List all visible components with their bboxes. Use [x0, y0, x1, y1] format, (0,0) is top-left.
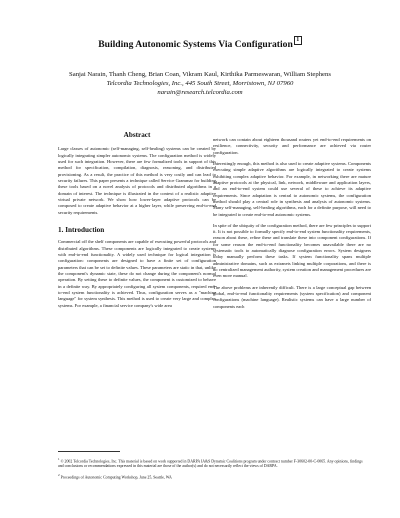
right-column — [213, 137, 371, 315]
right-paragraph-1: network can contain about eighteen thousand routers yet end-to-end requirements on resilience, connectivity, security and performance are achieved via router configuration. — [213, 137, 371, 155]
footnote-rule — [58, 451, 120, 452]
paper-title-block — [0, 39, 400, 50]
abstract-text: Large classes of autonomic (self-managing, self-healing) systems can be created by logically integrating simpler autonomic systems. The configuration method is widely used for such integration. However, there are few formalized tools in support of this method for specification, compilation, diagnosis, reasoning, and distributed provisioning. As a result, the practice of this method is very costly and can lead to security failures. This paper presents a technique called Service Grammar for building these tools based on a novel analysis of protocols and distributed algorithms in a domain of interest. The technique is illustrated in the context of a realistic adaptive virtual private network. We show how lower-layer adaptive protocols can be composed to create adaptive behavior at a higher layer, while preserving end-to-end security requirements. — [58, 146, 216, 215]
right-paragraph-2: Interestingly enough, this method is also used to create adaptive systems. Components executing simple adaptive algorithms are logically integrated to create systems exhibiting complex adaptive behavior. For example, in networking there are mature adaptive protocols at the physical, link, network, middleware and application layers, and an end-to-end system could use several of these to achieve its adaptive requirements. Since adaptation is central to autonomic systems, the configuration method should play a central role in synthesis and analysis of autonomic systems. Many self-managing, self-healing algorithms, each for a definite purpose, will need to be integrated to create end-to-end autonomic systems. — [213, 160, 371, 217]
footnote-1 — [58, 457, 368, 470]
right-paragraph-3: In spite of the ubiquity of the configuration method, there are few principles to support it. It is not possible to formally specify end-to-end system functionality requirements, reason about these, refine these and translate these into component configurations. If for some reason the end-to-end functionality becomes unavailable there are no systematic tools to automatically diagnose configuration errors. System designers today manually perform these tasks. If system functionality spans multiple administrative domains, such as extranets linking multiple corporations, and there is no centralized management authority, system creation and management procedures are even more manual. — [213, 222, 371, 279]
affiliation: Telcordia Technologies, Inc., 445 South Street, Morristown, NJ 07960 — [106, 80, 294, 88]
left-column — [58, 132, 216, 314]
title-footnote-mark: 1 — [294, 36, 302, 45]
paper-title: Building Autonomic Systems Via Configuration — [98, 39, 293, 50]
author-block — [0, 70, 400, 98]
footnotes — [58, 451, 368, 485]
footnote-2-mark: 2 — [58, 473, 60, 478]
footnote-2 — [58, 473, 368, 481]
abstract-heading: Abstract — [123, 131, 151, 139]
footnote-1-mark: 1 — [58, 456, 60, 461]
footnote-1-text: © 2002 Telcordia Technologies, Inc. This material is based on work supported in DARPA IA&S Dynamic Coalitions program under contract number F-30602-00-C-0065. Any opinions, findings and conclusions or recommendations expressed in this material are those of the author(s) and do not necessarily reflect the views of DARPA. — [58, 458, 363, 469]
introduction-heading: 1. Introduction — [58, 225, 105, 234]
introduction-paragraph-1: Commercial off the shelf components are capable of executing powerful protocols and distributed algorithms. These components are logically integrated to create systems with end-to-end functionality. A widely used technique for logical integration is configuration: components are designed to have a finite set of configuration parameters that can be set to definite values. These parameters are static in that, unlike the component's dynamic state, these do not change during the component's normal operation. By setting these to definite values, the component is customized to behave in a definite way. By appropriately configuring all system components, required end-to-end system functionality is achieved. Thus, configuration serves as a "machine language" for system synthesis. This method is used to create very large and complex systems. For example, a financial service company's wide area — [58, 239, 216, 308]
author-list: Sanjai Narain, Thanh Cheng, Brian Coan, Vikram Kaul, Kirthika Parmeswaran, William Stephens — [69, 71, 331, 78]
author-email: narain@research.telcordia.com — [157, 89, 243, 97]
right-paragraph-4: The above problems are inherently difficult. There is a large conceptual gap between global, end-to-end functionality requirements (system specification) and component configurations (machine language). Realistic systems can have a large number of components each — [213, 284, 371, 309]
footnote-2-text: Proceedings of Autonomic Computing Workshop, June 25, Seattle, WA — [60, 475, 172, 480]
